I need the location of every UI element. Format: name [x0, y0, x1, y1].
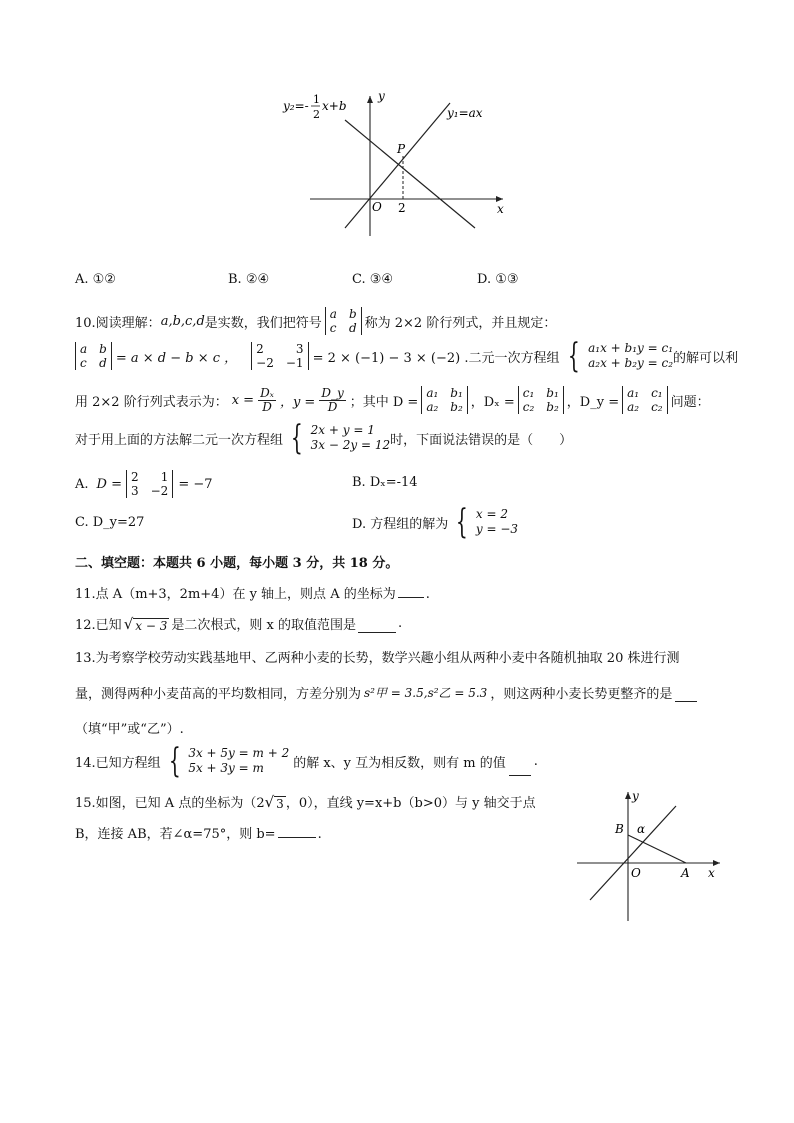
tick-2-label: 2 — [398, 201, 406, 215]
origin-label: O — [372, 200, 382, 214]
y2-frac-den: 2 — [313, 108, 320, 121]
alpha-label: α — [637, 822, 646, 836]
determinant-dx: c₁ b₁ c₂ b₂ — [518, 386, 564, 414]
y2-label: y₂=- — [283, 99, 309, 113]
determinant-d: a₁ b₁ a₂ b₂ — [421, 386, 467, 414]
linear-functions-figure — [275, 88, 515, 238]
system-q14: { 3x + 5y = m + 2 5x + 3y = m — [168, 741, 290, 781]
y-axis-label: y — [378, 89, 385, 103]
q9-option-a: A. ①② — [75, 272, 116, 287]
line-y2 — [345, 120, 475, 228]
determinant-option-a: 2 1 3 −2 — [126, 470, 173, 498]
y1-label: y₁=ax — [447, 106, 483, 120]
sqrt-expression: √ x − 3 — [123, 614, 168, 633]
specific-system: { 2x + y = 1 3x − 2y = 12 — [290, 418, 391, 458]
fig15-x-label: x — [708, 866, 715, 880]
determinant-abcd-def: a b c d — [75, 342, 112, 370]
point-a-label: A — [681, 866, 690, 880]
q9-option-c: C. ③④ — [352, 272, 394, 287]
y2-frac-num: 1 — [313, 93, 320, 106]
q13-line3: （填“甲”或“乙”）. — [75, 722, 184, 737]
q10-line3: 用 2×2 阶行列式表示为： x = $\frac{\text{Dₓ}}{D}$ ，y = $\frac{D\_y}{D}$ ；其中 D = a₁ b₁ a₂ b₂ ，Dₓ = c₁ b₁ c₂ b₂ ，D_y = a₁ c₁ a₂ c₂ 问题： — [75, 385, 710, 414]
fig15-origin-label: O — [631, 866, 641, 880]
general-system: { a₁x + b₁y = c₁ a₂x + b₂y = c₂ — [568, 336, 674, 376]
q15-figure — [572, 788, 724, 923]
q13-line1: 13.为考察学校劳动实践基地甲、乙两种小麦的长势，数学兴趣小组从两种小麦中各随机抽取 20 株进行测 — [75, 651, 680, 666]
solution-system: { x = 2 y = −3 — [456, 502, 519, 542]
q12: 12.已知 √ x − 3 是二次根式，则 x 的取值范围是 . — [75, 614, 403, 633]
q10-option-a: A. D = 2 1 3 −2 = −7 — [75, 470, 213, 498]
fraction-dx-d: $\frac{\text{Dₓ}}{D}$ — [260, 385, 274, 414]
q15-line1: 15.如图，已知 A 点的坐标为（2 √ 3 ，0），直线 y=x+b（b>0）与 y 轴交于点 — [75, 792, 536, 811]
q10-line1: 10.阅读理解： a,b,c,d 是实数，我们把符号 a b c d 称为 2×2 阶行列式，并且规定： — [75, 307, 557, 335]
q10-option-c: C. D_y=27 — [75, 515, 145, 530]
q9-option-d: D. ①③ — [477, 272, 519, 287]
point-p-label: P — [397, 142, 406, 156]
q13-line2: 量，测得两种小麦苗高的平均数相同，方差分别为 s²甲 = 3.5,s²乙 = 5.3 ，则这两种小麦长势更整齐的是 — [75, 683, 697, 702]
point-b-label: B — [615, 822, 624, 836]
section-heading: 二、填空题：本题共 6 小题，每小题 3 分，共 18 分。 — [75, 556, 399, 571]
determinant-dy: a₁ c₁ a₂ c₂ — [622, 386, 668, 414]
determinant-numeric: 2 3 −2 −1 — [251, 342, 308, 370]
fig15-y-label: y — [632, 789, 639, 803]
line-y-x-b — [590, 806, 676, 900]
q11: 11.点 A（m+3，2m+4）在 y 轴上，则点 A 的坐标为 . — [75, 587, 430, 602]
q9-option-b: B. ②④ — [228, 272, 270, 287]
y2-tail: x+b — [322, 99, 347, 113]
x-axis-label: x — [497, 202, 504, 216]
sqrt-3: √ 3 — [264, 792, 284, 811]
q15-line2: B，连接 AB，若∠α=75°，则 b= . — [75, 827, 322, 842]
determinant-abcd: a b c d — [325, 307, 362, 335]
q10-line2: a b c d = a × d − b × c ， 2 3 −2 −1 = 2 × (−1) − 3 × (−2) .二元一次方程组 { a₁x + b₁y = c₁ a₂x + b₂y = c₂ 的解可以利 — [75, 341, 738, 371]
q10-option-d: D. 方程组的解为 { x = 2 y = −3 — [352, 502, 519, 542]
q10-option-b: B. Dₓ=-14 — [352, 475, 418, 490]
q14: 14.已知方程组 { 3x + 5y = m + 2 5x + 3y = m 的解 x、y 互为相反数，则有 m 的值 . — [75, 741, 538, 781]
q10-line4: 对于用上面的方法解二元一次方程组 { 2x + y = 1 3x − 2y = 12 时，下面说法错误的是（ ） — [75, 418, 573, 458]
fraction-dy-d: $\frac{D\_y}{D}$ — [321, 385, 344, 414]
